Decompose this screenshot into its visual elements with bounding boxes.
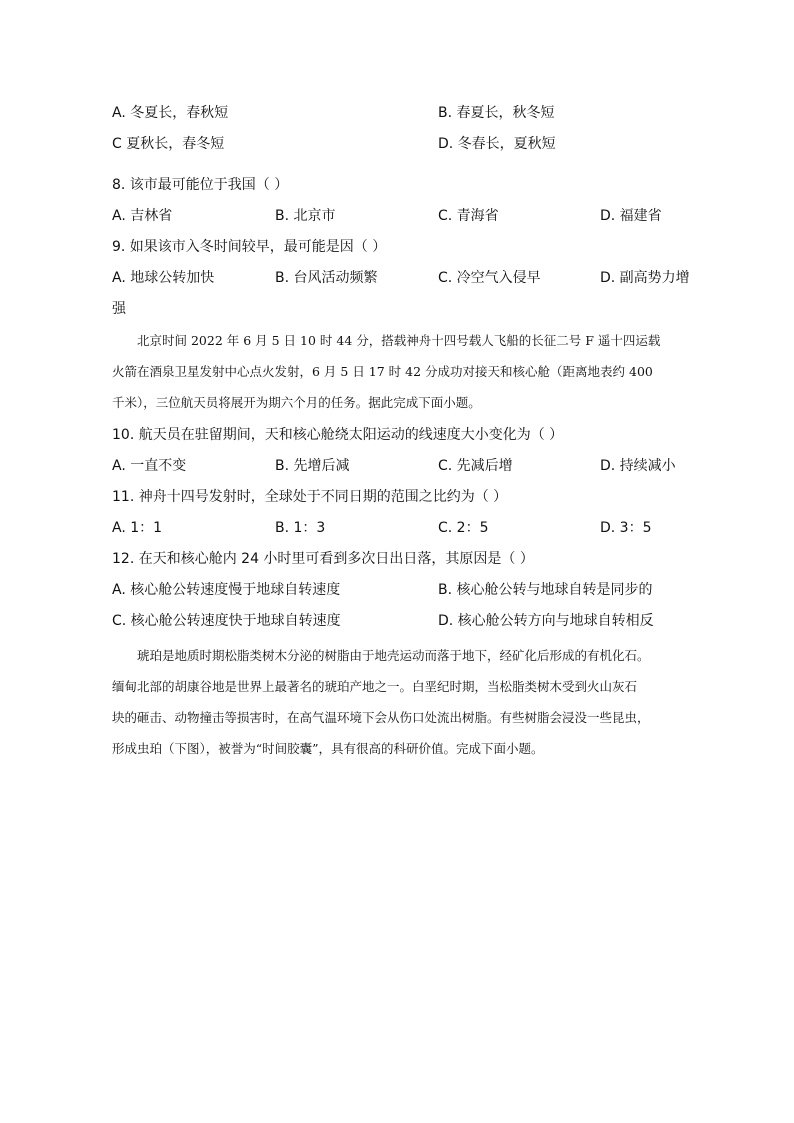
q12-option-c: C. 核心舱公转速度快于地球自转速度: [112, 613, 341, 629]
q9-stem: 9. 如果该市入冬时间较早，最可能是因（ ）: [112, 239, 387, 255]
passage-shenzhou: [112, 325, 712, 418]
passage-shenzhou-line-3: 千米），三位航天员将展开为期六个月的任务。据此完成下面小题。: [112, 395, 481, 410]
passage-amber-line-4: 形成虫珀（下图），被誉为“时间胶囊”，具有很高的科研价值。完成下面小题。: [112, 741, 544, 756]
q8-option-c: C. 青海省: [438, 208, 499, 224]
q10-option-c: C. 先减后增: [438, 458, 513, 474]
passage-shenzhou-line-1: 北京时间 2022 年 6 月 5 日 10 时 44 分，搭载神舟十四号载人飞船的长征二号 F 遥十四运载: [137, 333, 661, 348]
q7-option-b: B. 春夏长，秋冬短: [438, 105, 555, 121]
q11-option-a: A. 1：1: [112, 520, 163, 536]
q9-option-a: A. 地球公转加快: [112, 270, 215, 286]
passage-amber-line-1: 琥珀是地质时期松脂类树木分泌的树脂由于地壳运动而落于地下，经矿化后形成的有机化石。: [137, 648, 650, 663]
q9-option-d-wrap: 强: [112, 301, 126, 317]
q10-option-a: A. 一直不变: [112, 458, 187, 474]
passage-amber-line-2: 缅甸北部的胡康谷地是世界上最著名的琥珀产地之一。白垩纪时期，当松脂类树木受到火山灰石: [112, 679, 638, 694]
q9-option-c: C. 冷空气入侵早: [438, 270, 541, 286]
q9-option-b: B. 台风活动频繁: [275, 270, 378, 286]
q11-option-b: B. 1：3: [275, 520, 326, 536]
q9-option-d: D. 副高势力增: [600, 270, 690, 286]
q12-option-a: A. 核心舱公转速度慢于地球自转速度: [112, 582, 341, 598]
passage-amber-line-3: 块的砸击、动物撞击等损害时，在高气温环境下会从伤口处流出树脂。有些树脂会浸没一些昆虫，: [112, 710, 650, 725]
q12-stem: 12. 在天和核心舱内 24 小时里可看到多次日出日落，其原因是（ ）: [112, 551, 534, 567]
q8-option-b: B. 北京市: [275, 208, 336, 224]
passage-amber: [112, 640, 712, 764]
q11-option-c: C. 2：5: [438, 520, 489, 536]
q7-option-d: D. 冬春长，夏秋短: [438, 136, 556, 152]
q12-option-d: D. 核心舱公转方向与地球自转相反: [438, 613, 654, 629]
passage-shenzhou-line-2: 火箭在酒泉卫星发射中心点火发射，6 月 5 日 17 时 42 分成功对接天和核心舱（距离地表约 400: [112, 364, 653, 379]
q8-stem: 8. 该市最可能位于我国（ ）: [112, 177, 289, 193]
q8-option-d: D. 福建省: [600, 208, 662, 224]
q10-stem: 10. 航天员在驻留期间，天和核心舱绕太阳运动的线速度大小变化为（ ）: [112, 427, 564, 443]
q11-stem: 11. 神舟十四号发射时，全球处于不同日期的范围之比约为（ ）: [112, 489, 508, 505]
q7-option-c: C 夏秋长，春冬短: [112, 136, 225, 152]
q10-option-d: D. 持续减小: [600, 458, 676, 474]
q7-option-a: A. 冬夏长，春秋短: [112, 105, 229, 121]
q8-option-a: A. 吉林省: [112, 208, 173, 224]
q10-option-b: B. 先增后减: [275, 458, 350, 474]
q11-option-d: D. 3：5: [600, 520, 652, 536]
q12-option-b: B. 核心舱公转与地球自转是同步的: [438, 582, 653, 598]
